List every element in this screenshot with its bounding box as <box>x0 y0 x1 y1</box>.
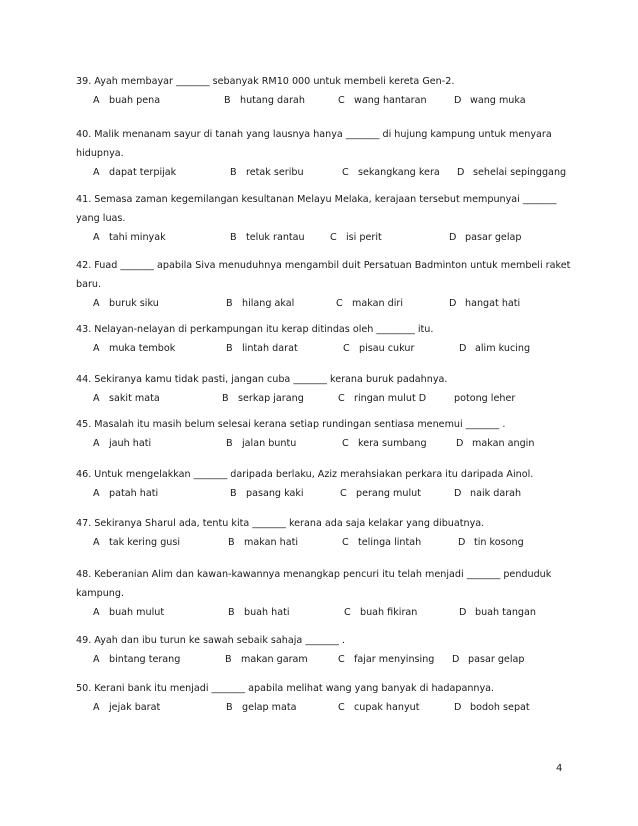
question-42 <box>76 256 576 315</box>
options-row <box>76 654 576 671</box>
question-stem: 46. Untuk mengelakkan _______ daripada berlaku, Aziz merahsiakan perkara itu daripada Ainol. <box>76 469 534 480</box>
option-d: potong leher <box>454 393 516 404</box>
option-b: B makan hati <box>228 537 299 548</box>
question-50 <box>76 679 576 719</box>
options-row <box>76 438 576 455</box>
page-number: 4 <box>556 763 563 774</box>
options-row <box>76 702 576 719</box>
options-row <box>76 488 576 505</box>
question-43 <box>76 320 576 360</box>
option-c: C makan diri <box>336 298 403 309</box>
option-c: C telinga lintah <box>342 537 422 548</box>
option-d: D naik darah <box>454 488 522 499</box>
option-b: B buah hati <box>228 607 290 618</box>
question-48 <box>76 565 576 624</box>
option-c: C ringan mulut D <box>338 393 427 404</box>
option-c: C isi perit <box>330 232 382 243</box>
option-c: C wang hantaran <box>338 95 427 106</box>
options-row <box>76 393 576 410</box>
option-a: A buah pena <box>93 95 161 106</box>
question-41 <box>76 190 576 249</box>
option-d: D pasar gelap <box>452 654 525 665</box>
question-44 <box>76 370 576 410</box>
question-stem: 47. Sekiranya Sharul ada, tentu kita _______ kerana ada saja kelakar yang dibuatnya. <box>76 518 485 529</box>
question-45 <box>76 415 576 455</box>
question-49 <box>76 631 576 671</box>
option-d: D alim kucing <box>459 343 531 354</box>
option-b: B retak seribu <box>230 167 304 178</box>
option-a: A tahi minyak <box>93 232 166 243</box>
option-d: D pasar gelap <box>449 232 522 243</box>
option-d: D buah tangan <box>459 607 536 618</box>
option-d: D hangat hati <box>449 298 521 309</box>
question-stem: 39. Ayah membayar _______ sebanyak RM10 000 untuk membeli kereta Gen-2. <box>76 76 455 87</box>
question-39 <box>76 72 576 112</box>
question-stem: 41. Semasa zaman kegemilangan kesultanan Melayu Melaka, kerajaan tersebut mempunyai _______ yang luas. <box>76 194 557 224</box>
option-b: B teluk rantau <box>230 232 305 243</box>
question-stem: 49. Ayah dan ibu turun ke sawah sebaik sahaja _______ . <box>76 635 346 646</box>
option-c: C fajar menyinsing <box>338 654 435 665</box>
option-b: B jalan buntu <box>226 438 297 449</box>
option-a: A jejak barat <box>93 702 161 713</box>
option-a: A buah mulut <box>93 607 165 618</box>
question-stem: 42. Fuad _______ apabila Siva menuduhnya mengambil duit Persatuan Badminton untuk membeli raket baru. <box>76 260 571 290</box>
question-stem: 48. Keberanian Alim dan kawan-kawannya menangkap pencuri itu telah menjadi _______ penduduk kampung. <box>76 569 552 599</box>
option-a: A dapat terpijak <box>93 167 177 178</box>
option-b: B hilang akal <box>226 298 295 309</box>
option-b: B pasang kaki <box>230 488 304 499</box>
options-row <box>76 537 576 554</box>
option-a: A buruk siku <box>93 298 159 309</box>
option-a: A bintang terang <box>93 654 181 665</box>
option-d: D bodoh sepat <box>454 702 530 713</box>
option-c: C sekangkang kera <box>342 167 440 178</box>
question-40 <box>76 125 576 184</box>
option-c: C perang mulut <box>340 488 421 499</box>
option-a: A patah hati <box>93 488 159 499</box>
option-b: B serkap jarang <box>222 393 304 404</box>
option-d: D tin kosong <box>458 537 524 548</box>
option-a: A muka tembok <box>93 343 176 354</box>
options-row <box>76 343 576 360</box>
question-47 <box>76 514 576 554</box>
option-c: C cupak hanyut <box>338 702 420 713</box>
option-c: C kera sumbang <box>342 438 427 449</box>
question-stem: 44. Sekiranya kamu tidak pasti, jangan cuba _______ kerana buruk padahnya. <box>76 374 448 385</box>
option-b: B gelap mata <box>226 702 297 713</box>
question-stem: 45. Masalah itu masih belum selesai kerana setiap rundingan sentiasa menemui _______ . <box>76 419 506 430</box>
option-c: C buah fikiran <box>344 607 418 618</box>
options-row <box>76 95 576 112</box>
option-d: D sehelai sepinggang <box>457 167 567 178</box>
question-stem: 43. Nelayan-nelayan di perkampungan itu kerap ditindas oleh ________ itu. <box>76 324 434 335</box>
option-a: A tak kering gusi <box>93 537 181 548</box>
option-a: A jauh hati <box>93 438 152 449</box>
option-c: C pisau cukur <box>343 343 415 354</box>
options-row <box>76 298 576 315</box>
question-46 <box>76 465 576 505</box>
options-row <box>76 607 576 624</box>
option-b: B lintah darat <box>226 343 298 354</box>
question-stem: 40. Malik menanam sayur di tanah yang lausnya hanya _______ di hujung kampung untuk menyara hidupnya. <box>76 129 552 159</box>
option-b: B makan garam <box>225 654 308 665</box>
options-row <box>76 232 576 249</box>
option-b: B hutang darah <box>224 95 305 106</box>
option-d: D wang muka <box>454 95 526 106</box>
option-a: A sakit mata <box>93 393 160 404</box>
option-d: D makan angin <box>456 438 535 449</box>
options-row <box>76 167 576 184</box>
question-stem: 50. Kerani bank itu menjadi _______ apabila melihat wang yang banyak di hadapannya. <box>76 683 495 694</box>
